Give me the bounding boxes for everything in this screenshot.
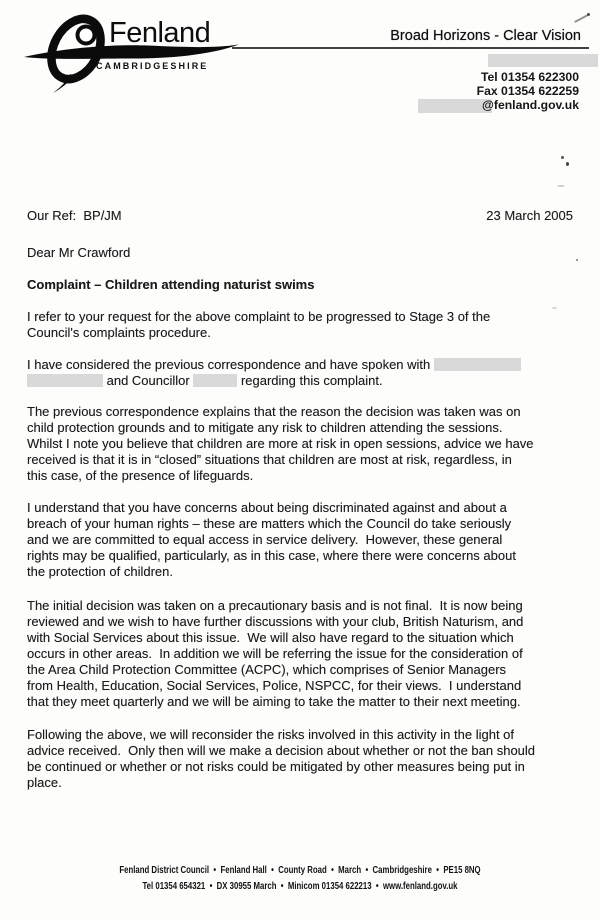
- paragraph-line: occurs in other areas. In addition we will be referring the issue for the consideration of: [27, 646, 523, 661]
- paragraph-2-text: and Councillor: [103, 373, 194, 388]
- reference-row: [27, 208, 573, 224]
- paragraph-line: be continued or whether or not risks could be mitigated by other measures being put in: [27, 759, 525, 774]
- paragraph-3: [27, 404, 573, 484]
- paragraph-5: [27, 598, 573, 710]
- paragraph-line: breach of your human rights – these are matters which the Council do take seriously: [27, 516, 512, 531]
- paragraph-line: The previous correspondence explains that the reason the decision was taken was on: [27, 404, 521, 419]
- org-name: Fenland: [109, 17, 211, 49]
- redaction-box: [193, 374, 237, 387]
- paragraph-line: I understand that you have concerns about being discriminated against and about a: [27, 500, 507, 515]
- paragraph-line: place.: [27, 775, 62, 790]
- scan-artifact: [552, 307, 557, 309]
- paragraph-line: the Area Child Protection Committee (ACPC), which comprises of Senior Managers: [27, 662, 507, 677]
- paragraph-line: and we are committed to equal access in service delivery. However, these general: [27, 532, 503, 547]
- scan-artifact: [561, 156, 564, 159]
- redaction-box: [434, 358, 521, 371]
- paragraph-line: Council's complaints procedure.: [27, 325, 211, 340]
- paragraph-2-text: I have considered the previous correspondence and have spoken with: [27, 357, 434, 372]
- footer-line-2: Tel 01354 654321 • DX 30955 March • Minicom 01354 622213 • www.fenland.gov.uk: [142, 881, 458, 892]
- paragraph-line: received is that it is in “closed” situations that children are most at risk, regardless, in: [27, 452, 512, 467]
- scan-artifact: [566, 162, 569, 166]
- paragraph-line: child protection grounds and to mitigate any risk to children attending the sessions.: [27, 420, 503, 435]
- paragraph-line: from Health, Education, Social Services, Police, NSPCC, for their views. I understand: [27, 678, 522, 693]
- scan-artifact: [557, 185, 565, 187]
- scan-artifact: [587, 13, 590, 16]
- paragraph-1: [27, 309, 573, 341]
- scan-artifact: [576, 259, 578, 261]
- paragraph-line: Whilst I note you believe that children are more at risk in open sessions, advice we have: [27, 436, 534, 451]
- paragraph-line: I refer to your request for the above complaint to be progressed to Stage 3 of the: [27, 309, 491, 324]
- footer-line-1: Fenland District Council • Fenland Hall • County Road • March • Cambridgeshire • PE15 8NQ: [119, 865, 481, 876]
- redaction-box: [488, 54, 598, 67]
- paragraph-line: rights may be qualified, particularly, as in this case, where there were concerns about: [27, 548, 516, 563]
- paragraph-2-text: regarding this complaint.: [237, 373, 383, 388]
- tagline: Broad Horizons - Clear Vision: [390, 28, 581, 44]
- paragraph-2-line-2: [27, 373, 573, 389]
- letter-date: 23 March 2005: [486, 208, 573, 223]
- paragraph-line: reviewed and we wish to have further discussions with your club, British Naturism, and: [27, 614, 524, 629]
- tagline-rule: [232, 47, 589, 49]
- paragraph-line: this case, of the presence of lifeguards.: [27, 468, 254, 483]
- page-footer: [66, 863, 534, 895]
- subject-line: Complaint – Children attending naturist swims: [27, 277, 315, 292]
- letter-body: [27, 208, 573, 791]
- contact-email: @fenland.gov.uk: [482, 97, 579, 112]
- salutation: Dear Mr Crawford: [27, 245, 131, 260]
- org-region: CAMBRIDGESHIRE: [96, 61, 209, 71]
- contact-fax: Fax 01354 622259: [476, 83, 579, 98]
- paragraph-line: the protection of children.: [27, 564, 173, 579]
- paragraph-2: [27, 357, 573, 389]
- redaction-box: [27, 374, 103, 387]
- logo-dot: [78, 27, 95, 44]
- paragraph-6: [27, 727, 573, 791]
- paragraph-2-line-1: [27, 357, 573, 373]
- our-ref: Our Ref: BP/JM: [27, 208, 122, 223]
- paragraph-line: that they meet quarterly and we will be aiming to take the matter to their next meeting.: [27, 694, 521, 709]
- paragraph-line: The initial decision was taken on a precautionary basis and is not final. It is now being: [27, 598, 523, 613]
- paragraph-line: with Social Services about this issue. We will also have regard to the situation which: [27, 630, 514, 645]
- contact-tel: Tel 01354 622300: [480, 70, 579, 84]
- paragraph-line: Following the above, we will reconsider the risks involved in this activity in the light of: [27, 727, 515, 742]
- paragraph-4: [27, 500, 573, 580]
- paragraph-line: advice received. Only then will we make a decision about whether or not the ban should: [27, 743, 536, 758]
- contact-block: [477, 71, 579, 112]
